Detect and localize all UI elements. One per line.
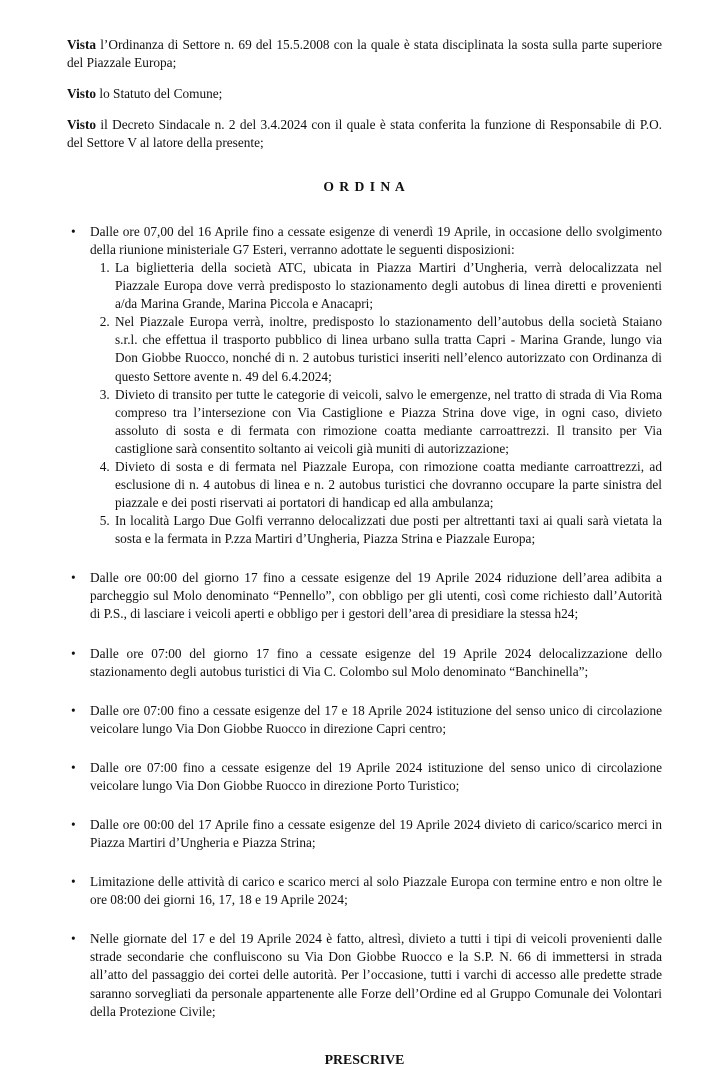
recital-visto-decreto [67, 116, 662, 152]
provision-item-divieto-carico-scarico [67, 816, 662, 852]
provision-item-limitazione-carico-scarico [67, 873, 662, 909]
prescrive-heading: PRESCRIVE [324, 1051, 405, 1067]
provision-text: Dalle ore 07,00 del 16 Aprile fino a cessate esigenze di venerdì 19 Aprile, in occasione dello svolgimento della riunione ministeriale G7 Esteri, verranno adottate le seguenti disposizioni: [90, 223, 662, 257]
provision-item-g7-dispositions [67, 223, 662, 548]
provision-text: Dalle ore 07:00 fino a cessate esigenze del 19 Aprile 2024 istituzione del senso unico di circolazione veicolare lungo Via Don Giobbe Ruocco in direzione Porto Turistico; [90, 759, 662, 793]
sub-provision-item [113, 259, 662, 313]
ordina-heading: O R D I N A [323, 179, 406, 195]
provision-text: Dalle ore 07:00 fino a cessate esigenze del 17 e 18 Aprile 2024 istituzione del senso unico di circolazione veicolare lungo Via Don Giobbe Ruocco in direzione Capri centro; [90, 702, 662, 736]
provision-text: Nelle giornate del 17 e del 19 Aprile 2024 è fatto, altresì, divieto a tutti i tipi di veicoli provenienti dalle strade secondarie che confluiscono su Via Don Giobbe Ruocco e la S.P. N. 66 di immettersi in strada all’atto del passaggio dei cortei delle autorità. Per l’occasione, tutti i varchi di accesso alle predette strade saranno sorvegliati da personale appartenente alle Forze dell’Ordine ed al Gruppo Comunale dei Volontari della Protezione Civile; [90, 931, 662, 1019]
sub-provision-text: Divieto di transito per tutte le categorie di veicoli, salvo le emergenze, nel tratto di strada di Via Roma compreso tra l’intersezione con Via Castiglione e Piazza Strina dove vige, in ogni caso, divieto assoluto di sosta e di fermata con rimozione coatta mediante carroattrezzi. Il transito per Via castiglione sarà consentito soltanto ai veicoli già muniti di autorizzazione; [115, 386, 662, 456]
provision-item-senso-unico-capri-centro [67, 702, 662, 738]
provision-text: Dalle ore 00:00 del giorno 17 fino a cessate esigenze del 19 Aprile 2024 riduzione dell’area adibita a parcheggio sul Molo denominato “Pennello”, con obbligo per gli utenti, così come richiesto dall’Autorità di P.S., di lasciare i veicoli aperti e obbligo per i gestori dell’area di presidiare la stessa h24; [90, 570, 662, 622]
sub-provision-item [113, 313, 662, 385]
provision-text: Limitazione delle attività di carico e scarico merci al solo Piazzale Europa con termine entro e non oltre le ore 08:00 dei giorni 16, 17, 18 e 19 Aprile 2024; [90, 874, 662, 908]
sub-provision-text: In località Largo Due Golfi verranno delocalizzati due posti per altrettanti taxi ai quali sarà vietata la sosta e la fermata in P.zza Martiri d’Ungheria, Piazza Strina e Piazzale Europa; [115, 513, 662, 547]
recital-text: il Decreto Sindacale n. 2 del 3.4.2024 con il quale è stata conferita la funzione di Responsabile di P.O. del Settore V al latore della presente; [67, 117, 662, 151]
recital-lead-word: Visto [67, 117, 97, 133]
sub-provision-text: La biglietteria della società ATC, ubicata in Piazza Martiri d’Ungheria, verrà delocalizzata nel Piazzale Europa dove verrà predisposto lo stazionamento degli autobus di linea diretti e provenienti a/da Marina Grande, Marina Piccola e Anacapri; [115, 260, 662, 312]
recital-lead-word: Visto [67, 86, 97, 102]
recital-text: lo Statuto del Comune; [96, 86, 223, 102]
sub-provision-item [113, 512, 662, 548]
provision-text: Dalle ore 00:00 del 17 Aprile fino a cessate esigenze del 19 Aprile 2024 divieto di carico/scarico merci in Piazza Martiri d’Ungheria e Piazza Strina; [90, 816, 662, 851]
sub-provisions-list [90, 259, 662, 548]
provision-item-molo-pennello [67, 569, 662, 623]
sub-provision-text: Divieto di sosta e di fermata nel Piazzale Europa, con rimozione coatta mediante carroattrezzi, ad esclusione di n. 4 autobus di linea e n. 2 autobus turistici che dovranno occupare la parte sinistra del piazzale e dei posti riservati ai portatori di handicap ed alla ambulanza; [115, 458, 662, 511]
sub-provision-item [113, 458, 662, 512]
sub-provision-text: Nel Piazzale Europa verrà, inoltre, predisposto lo stazionamento dell’autobus della società Staiano s.r.l. che effettua il trasporto pubblico di linea urbano sulla tratta Capri - Marina Grande, lungo via Don Giobbe Ruocco, nonché di n. 2 autobus turistici inseriti nell’elenco autorizzato con Ordinanza di questo Settore avente n. 49 del 6.4.2024; [115, 314, 662, 384]
provision-item-molo-banchinella [67, 645, 662, 681]
recital-vista-ordinanza [67, 36, 662, 72]
provision-item-divieto-strade-secondarie [67, 930, 662, 1020]
provision-item-senso-unico-porto-turistico [67, 759, 662, 795]
provision-text: Dalle ore 07:00 del giorno 17 fino a cessate esigenze del 19 Aprile 2024 delocalizzazione dello stazionamento degli autobus turistici di Via C. Colombo sul Molo denominato “Banchinella”; [90, 645, 662, 679]
recital-text: l’Ordinanza di Settore n. 69 del 15.5.2008 con la quale è stata disciplinata la sosta sulla parte superiore del Piazzale Europa; [67, 37, 662, 71]
provisions-list [67, 223, 662, 1021]
recital-visto-statuto [67, 85, 662, 103]
recital-lead-word: Vista [67, 37, 97, 52]
sub-provision-item [113, 386, 662, 458]
